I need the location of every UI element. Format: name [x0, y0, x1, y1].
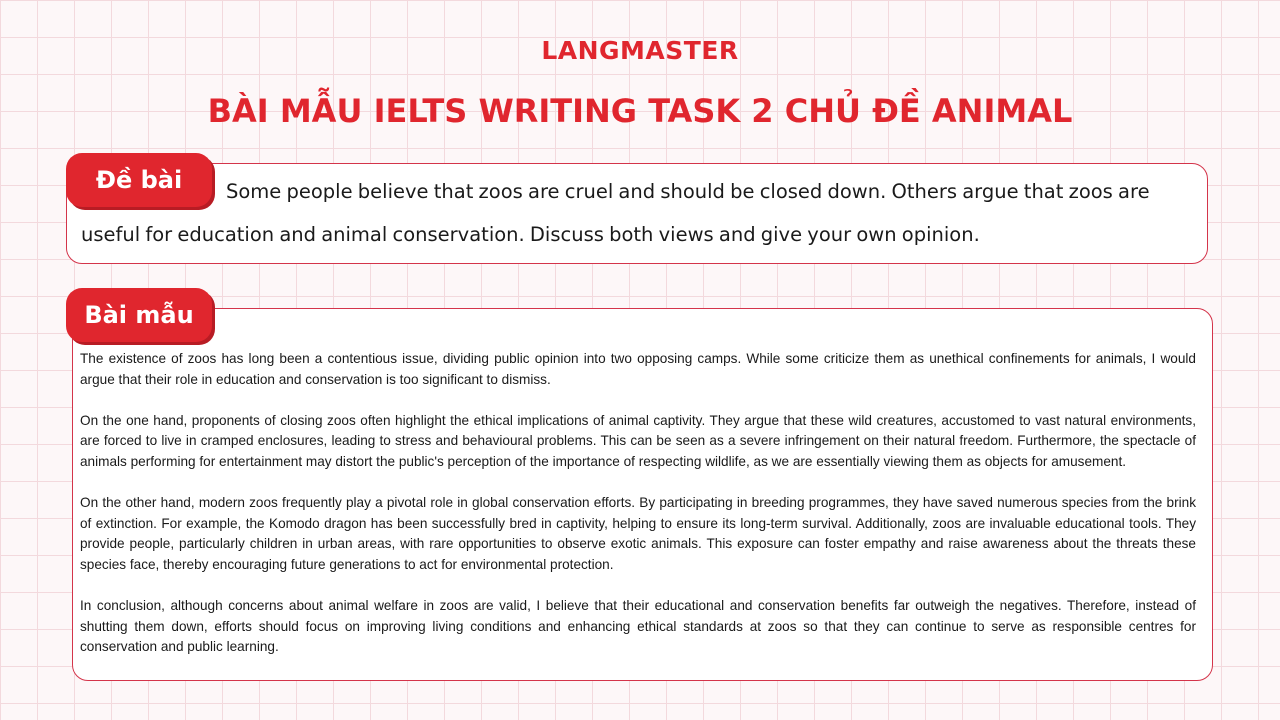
essay-paragraph-conclusion: In conclusion, although concerns about animal welfare in zoos are valid, I believe that their educational and conservation benefits far outweigh the negatives. Therefore, instead of shutting them down, efforts should focus on improving living conditions and enhancing ethical standards at zoos so that they can continue to serve as responsible centres for conservation and public learning.: [80, 598, 1196, 655]
prompt-label: Đề bài: [66, 153, 212, 207]
sample-label: Bài mẫu: [66, 288, 212, 342]
sample-essay-box: [72, 308, 1213, 681]
page-title: BÀI MẪU IELTS WRITING TASK 2 CHỦ ĐỀ ANIMAL: [207, 92, 1073, 130]
essay-paragraph-intro: The existence of zoos has long been a contentious issue, dividing public opinion into two opposing camps. While some criticize them as unethical confinements for animals, I would argue that their role in education and conservation is too significant to dismiss.: [80, 351, 1196, 387]
prompt-box: [66, 163, 1208, 264]
sample-essay: [80, 349, 1196, 658]
prompt-text: Some people believe that zoos are cruel and should be closed down. Others argue that zoos are useful for education and animal conservation. Discuss both views and give your own opinion.: [81, 180, 1150, 246]
essay-paragraph-body-1: On the one hand, proponents of closing zoos often highlight the ethical implications of animal captivity. They argue that these wild creatures, accustomed to vast natural environments, are forced to live in cramped enclosures, leading to stress and behavioural problems. This can be seen as a severe infringement on their natural freedom. Furthermore, the spectacle of animals performing for entertainment may distort the public's perception of the importance of respecting wildlife, as we are essentially viewing them as objects for amusement.: [80, 412, 1196, 469]
essay-paragraph-body-2: On the other hand, modern zoos frequently play a pivotal role in global conservation efforts. By participating in breeding programmes, they have saved numerous species from the brink of extinction. For example, the Komodo dragon has been successfully bred in captivity, helping to ensure its long-term survival. Additionally, zoos are invaluable educational tools. They provide people, particularly children in urban areas, with rare opportunities to observe exotic animals. This exposure can foster empathy and raise awareness about the threats these species face, thereby encouraging future generations to act for environmental protection.: [80, 495, 1196, 572]
brand-logo: LANGMASTER: [541, 36, 739, 65]
